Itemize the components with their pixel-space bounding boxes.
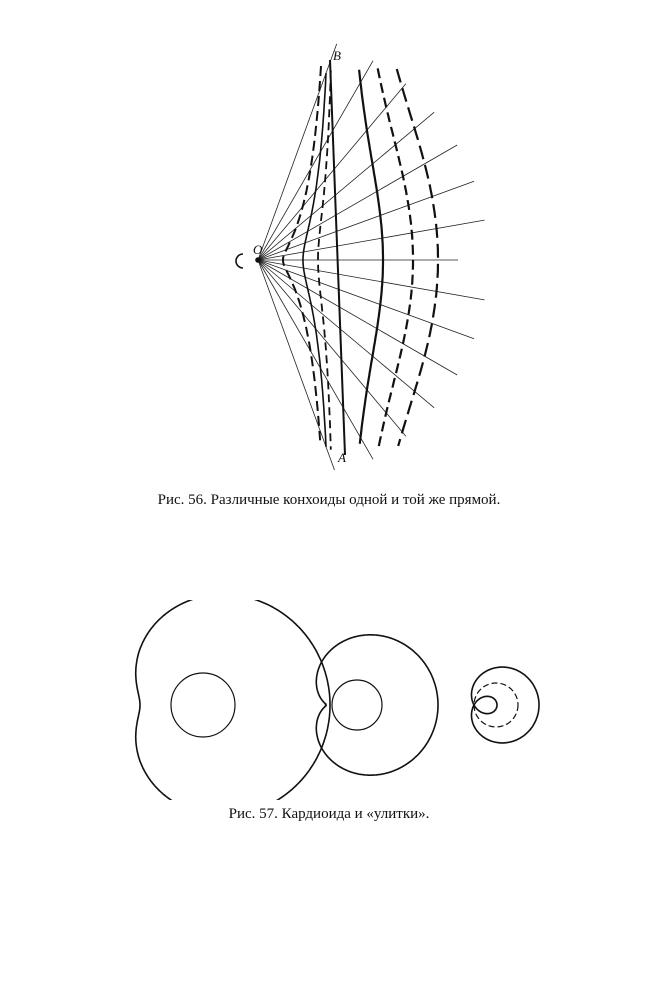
caption-fig-57: Рис. 57. Кардиоида и «улитки». — [228, 806, 430, 822]
straight-line-ab — [330, 60, 345, 455]
conchoid-curve — [283, 66, 321, 440]
conchoid-diagram — [0, 40, 658, 470]
figure-57-cardioid-limacons — [0, 600, 658, 800]
conchoid-curve — [359, 70, 383, 444]
base-circle — [474, 683, 518, 727]
conchoid-curve — [397, 69, 438, 446]
limacon-curve — [136, 600, 330, 800]
limacon-diagram — [0, 600, 658, 800]
ray — [258, 44, 337, 260]
ray — [258, 112, 434, 260]
figure-56-conchoids — [0, 40, 658, 470]
label-a: A — [338, 450, 346, 465]
label-b: B — [333, 48, 341, 63]
limacon-curve — [316, 635, 438, 775]
ray — [258, 61, 373, 260]
ray — [258, 181, 474, 260]
caption-fig-56: Рис. 56. Различные конхоиды одной и той же прямой. — [157, 492, 501, 508]
ray-bundle — [258, 44, 485, 470]
limacon-curve — [472, 667, 540, 743]
ray — [258, 260, 434, 408]
base-circle — [332, 680, 382, 730]
label-o: O — [253, 242, 263, 257]
ray — [258, 260, 406, 436]
ray — [258, 260, 474, 339]
ray — [258, 260, 373, 459]
base-circle — [171, 673, 235, 737]
